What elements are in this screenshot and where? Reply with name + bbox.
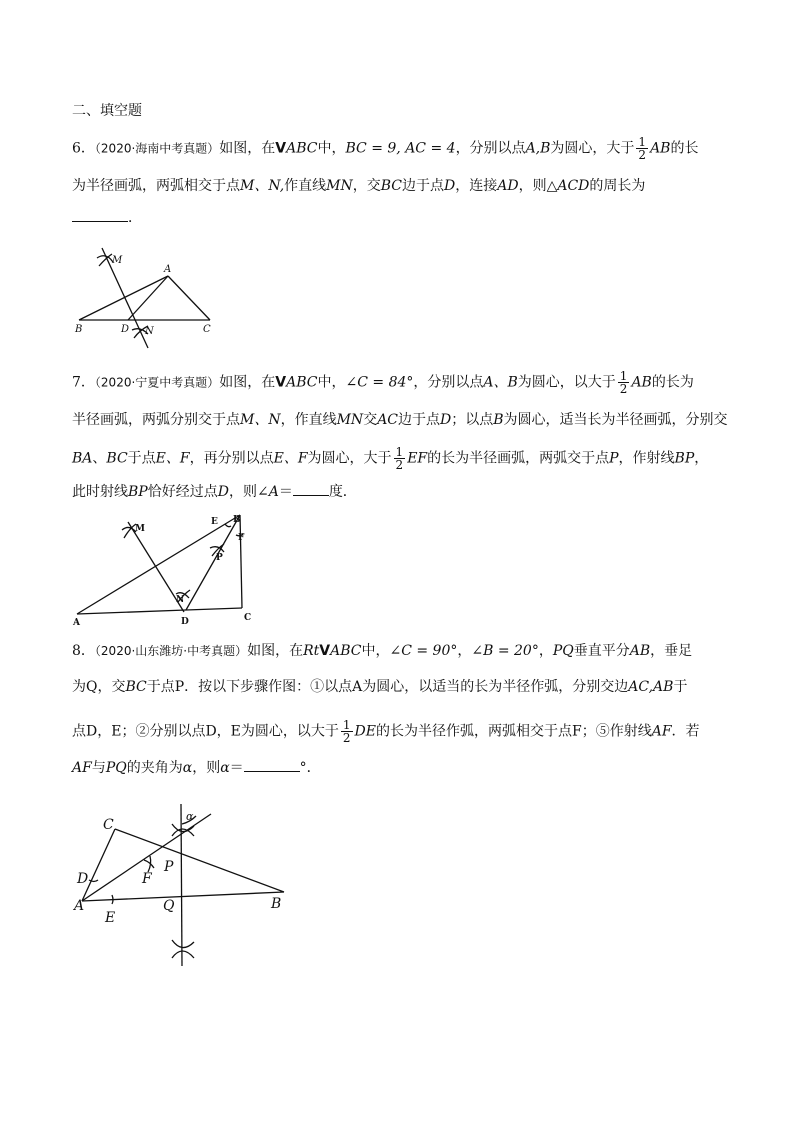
q6-text: 为圆心，大于 [550,140,635,157]
frac-denominator: 2 [395,458,404,472]
q8-line-1 [72,641,692,661]
frac-numerator: 1 [638,135,647,149]
q8-line-pq: PQ [105,760,127,776]
q7-points-mn: M、N [240,412,281,428]
label-n: N [176,595,185,605]
q8-text: 于 [673,679,688,695]
q7-side-ac [77,610,186,614]
q7-side-ba: BA [72,450,93,467]
q7-line-mn: MN [336,412,364,428]
q7-text: ；以点 [451,412,494,428]
q7-figure [72,510,262,630]
label-d: D [77,871,89,887]
frac-denominator: 2 [342,731,351,745]
q6-text: ，连接 [455,178,498,194]
q7-text: 边于点 [398,412,441,428]
q8-text: 与 [91,760,106,776]
q7-text: 为圆心，以大于 [517,374,616,391]
frac-numerator: 1 [342,718,351,732]
q6-points: A,B [525,140,551,157]
q6-fraction [636,136,648,161]
q6-line-2 [72,176,645,196]
triangle-name: ABC [286,374,318,391]
q6-text: 作直线 [284,178,327,194]
q8-rt: Rt [303,643,320,659]
q7-text: ，作直线 [280,412,337,428]
answer-blank[interactable] [244,759,300,772]
q7-fraction [618,370,630,395]
label-p: P [216,553,223,563]
q7-text: ， [694,450,709,467]
q8-text: ＝ [229,760,244,776]
arc-mark [144,860,154,868]
label-n: N [145,326,154,337]
q7-text: 、 [92,450,107,467]
q7-side-ab [77,515,240,614]
q6-given: BC = 9, AC = 4 [345,140,456,157]
q8-alpha: α [220,760,230,776]
q8-line-4 [72,758,321,778]
q7-seg-bd-ray [186,515,240,610]
q6-text: ，分别以点 [455,140,526,157]
q8-alpha: α [182,760,193,776]
label-d: D [181,617,189,627]
q7-line-2 [72,410,728,430]
q8-text: 点D，E；②分别以点D，E为圆心，以大于 [72,723,339,740]
label-d: D [121,324,130,335]
q7-text: ＝ [278,484,293,500]
arc-mark [172,940,194,948]
q8-text: 为Q，交 [72,679,126,695]
q6-side-ab [79,276,168,320]
triangle-name: ABC [330,643,362,659]
q7-text: 于点 [127,450,156,467]
q6-segment: AB [650,140,671,157]
q7-ray-bp: BP [128,484,148,500]
triangle-symbol: V [275,374,287,391]
label-b: B [233,515,241,525]
q7-point-d: D [217,484,229,500]
q7-segment-ef: EF [407,450,428,467]
q8-ray-af: AF [651,723,672,740]
q8-text: 的夹角为 [126,760,183,776]
q8-ray-af: AF [72,760,92,776]
q6-points-mn: M、N, [240,178,285,194]
label-q: Q [163,898,175,914]
q7-text: 如图，在 [219,374,276,391]
q7-line-3 [72,446,708,471]
q6-number: 6． [72,140,95,157]
q6-text: 边于点 [402,178,444,194]
q7-segment: AB [631,374,652,391]
arc-mark [225,524,231,527]
q8-text: 如图，在 [247,643,304,659]
q7-given: ∠C = 84° [345,374,414,391]
q7-text: ，再分别以点 [189,450,274,467]
q8-text: ， [457,643,472,659]
q7-text: ，分别以点 [413,374,484,391]
q7-source: （2020·宁夏中考真题） [94,375,220,390]
label-m: M [112,255,123,266]
q7-points: A、B [483,374,518,391]
q8-text: ，垂足 [650,643,693,659]
q7-angle-a: A [268,484,279,500]
q6-figure [72,242,222,354]
arc-mark [89,880,98,882]
section-title: 二、填空题 [72,103,142,119]
frac-numerator: 1 [619,369,628,383]
label-a: A [74,898,85,914]
q8-given-c: ∠C = 90° [389,643,458,659]
q7-point-d: D [440,412,452,428]
q8-given-b: ∠B = 20° [471,643,539,659]
q8-text: 中， [361,643,390,659]
q7-text: 此时射线 [72,484,128,500]
q8-text: ．若 [671,723,700,740]
q8-side-ab: AB [629,643,651,659]
q7-number: 7． [72,374,95,391]
label-f: F [238,533,245,543]
triangle-name: ABC [286,140,318,157]
q7-line-4 [72,482,357,502]
frac-denominator: 2 [638,148,647,162]
q8-line-pq: PQ [552,643,574,659]
q7-text: 度． [328,484,357,500]
label-e: E [105,910,116,926]
q6-line-1 [72,136,698,161]
label-c: C [203,324,211,335]
q7-fraction-2 [394,446,406,471]
q7-text: 的长为 [651,374,694,391]
q7-text: 恰好经过点 [147,484,218,500]
q6-text: 的周长为 [589,178,646,194]
label-a: A [164,264,172,275]
triangle-symbol: V [319,643,331,659]
arc-mark [172,951,194,958]
q7-side-bc: BC [106,450,128,467]
q7-line-1 [72,370,694,395]
label-p: P [164,859,174,875]
answer-blank[interactable] [72,209,128,222]
q8-text: 的长为半径作弧，两弧相交于点F；⑤作射线 [375,723,652,740]
q8-line-pq [181,804,182,966]
q8-text: ， [538,643,553,659]
q7-point-p: P [609,450,619,467]
q7-points-ef: E、F [273,450,308,467]
q8-number: 8． [72,643,95,659]
q6-line-3 [72,208,142,228]
answer-blank[interactable] [293,483,329,496]
q6-side-bc: BC [380,178,402,194]
label-f: F [142,871,152,887]
q7-text: 交 [363,412,378,428]
q6-source: （2020·海南中考真题） [94,141,220,156]
q8-source: （2020·山东潍坊·中考真题） [94,644,248,658]
frac-numerator: 1 [395,445,404,459]
q8-sides-ac-ab: AC,AB [628,679,674,695]
q6-tri-acd: ACD [557,178,590,194]
q6-text: ，则△ [518,178,558,194]
q6-text: ． [128,210,142,226]
label-c: C [244,613,252,623]
frac-denominator: 2 [619,382,628,396]
label-c: C [103,817,114,833]
q6-line-mn: MN [326,178,353,194]
q8-line-3 [72,719,700,744]
label-alpha: α [186,810,194,823]
q8-text: °． [299,760,321,776]
label-e: E [211,517,218,527]
q6-seg-ad: AD [497,178,519,194]
q6-side-ac [168,276,210,320]
q7-side-ac: AC [377,412,399,428]
q6-text: ，交 [352,178,381,194]
q8-text: ，则 [192,760,221,776]
label-m: M [135,524,145,534]
q8-figure [72,800,302,972]
q7-side-bc-part [240,515,242,608]
q6-text: 中， [317,140,346,157]
q6-text: 为半径画弧，两弧相交于点 [72,178,240,194]
label-b: B [75,324,83,335]
q7-side-dc [186,608,242,610]
label-a: A [73,618,80,628]
q7-text: ，则∠ [228,484,269,500]
q7-ray-bp: BP [674,450,695,467]
q6-point-d: D [444,178,456,194]
q8-side-bc: BC [125,679,147,695]
q6-text: 如图，在 [219,140,276,157]
q8-side-cb [115,829,284,892]
q8-segment-de: DE [354,723,376,740]
q8-line-2 [72,677,687,697]
q8-text: 垂直平分 [573,643,630,659]
q6-text: 的长 [670,140,699,157]
triangle-symbol: V [275,140,287,157]
q7-text: 为圆心，大于 [307,450,392,467]
q8-text: 于点P．按以下步骤作图：①以点A为圆心，以适当的长为半径作弧，分别交边 [146,679,629,695]
q7-text: ，作射线 [618,450,675,467]
q7-text: 半径画弧，两弧分别交于点 [72,412,240,428]
label-b: B [271,896,282,912]
q7-text: 中， [317,374,346,391]
q6-seg-ad [128,276,168,320]
q7-points-ef: E、F [155,450,190,467]
q7-text: 的长为半径画弧，两弧交于点 [427,450,610,467]
q8-fraction [341,719,353,744]
arc-mark [148,856,151,872]
q7-point-b: B [493,412,504,428]
q7-text: 为圆心，适当长为半径画弧，分别交 [503,412,728,428]
